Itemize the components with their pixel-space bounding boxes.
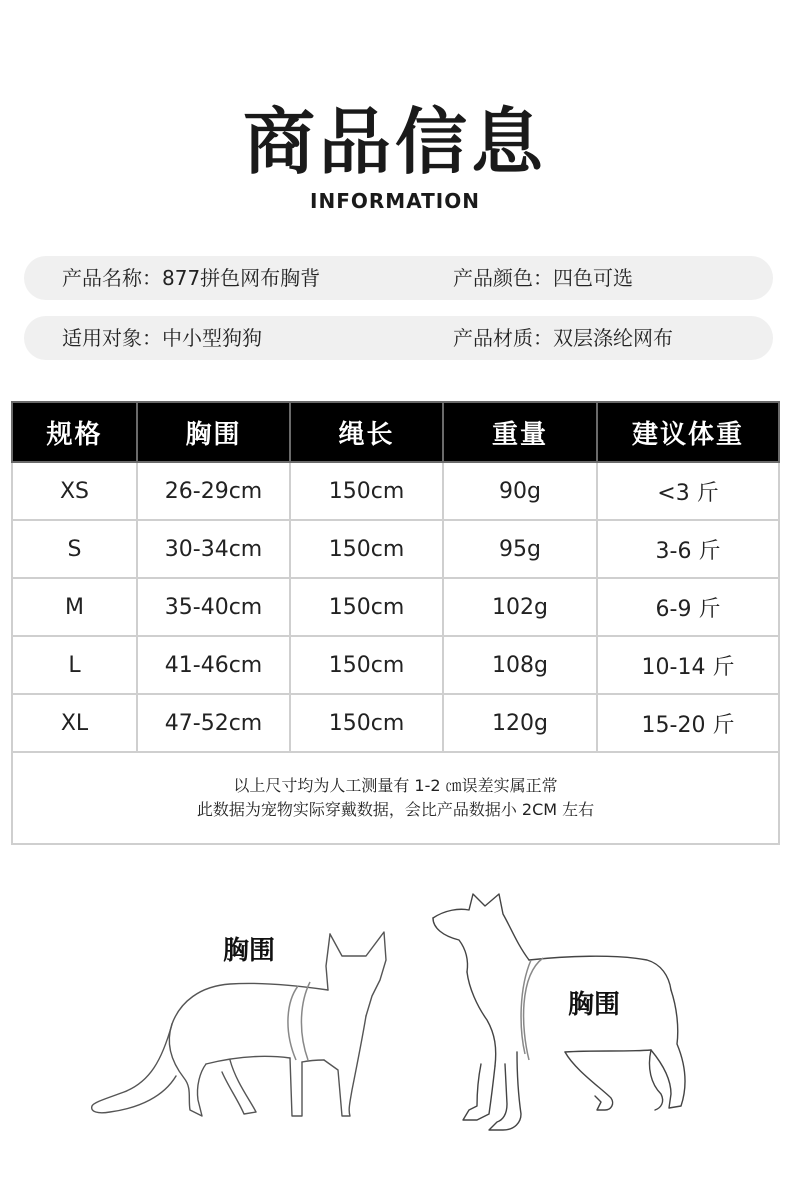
table-row xyxy=(12,520,779,578)
chest-cell: 30-34cm xyxy=(137,520,290,578)
size-cell: L xyxy=(12,636,137,694)
table-note xyxy=(12,752,779,844)
header-chest: 胸围 xyxy=(137,402,290,462)
size-cell: XS xyxy=(12,462,137,520)
length-cell: 150cm xyxy=(290,520,443,578)
table-row xyxy=(12,578,779,636)
chest-cell: 35-40cm xyxy=(137,578,290,636)
pet-weight-cell: 3-6 斤 xyxy=(597,520,779,578)
info-row-2 xyxy=(24,316,773,360)
page-subtitle: INFORMATION xyxy=(310,189,480,213)
chest-cell: 41-46cm xyxy=(137,636,290,694)
product-material: 产品材质：双层涤纶网布 xyxy=(453,326,673,350)
cat-chest-label: 胸围 xyxy=(223,936,276,966)
pet-weight-cell: 15-20 斤 xyxy=(597,694,779,752)
chest-cell: 47-52cm xyxy=(137,694,290,752)
header-weight: 重量 xyxy=(443,402,597,462)
table-header-row xyxy=(12,402,779,462)
weight-cell: 90g xyxy=(443,462,597,520)
product-name: 产品名称：877拼色网布胸背 xyxy=(62,266,321,290)
weight-cell: 102g xyxy=(443,578,597,636)
length-cell: 150cm xyxy=(290,578,443,636)
table-note-row xyxy=(12,752,779,844)
size-cell: M xyxy=(12,578,137,636)
length-cell: 150cm xyxy=(290,462,443,520)
chest-cell: 26-29cm xyxy=(137,462,290,520)
weight-cell: 108g xyxy=(443,636,597,694)
product-color: 产品颜色：四色可选 xyxy=(453,266,633,290)
pet-weight-cell: 6-9 斤 xyxy=(597,578,779,636)
weight-cell: 120g xyxy=(443,694,597,752)
product-target: 适用对象：中小型狗狗 xyxy=(62,326,262,350)
pet-weight-cell: 10-14 斤 xyxy=(597,636,779,694)
table-row xyxy=(12,694,779,752)
size-cell: S xyxy=(12,520,137,578)
table-row xyxy=(12,462,779,520)
header-pet-weight: 建议体重 xyxy=(597,402,779,462)
length-cell: 150cm xyxy=(290,636,443,694)
table-row xyxy=(12,636,779,694)
size-cell: XL xyxy=(12,694,137,752)
header-leash-length: 绳长 xyxy=(290,402,443,462)
size-table xyxy=(11,401,780,845)
header-size: 规格 xyxy=(12,402,137,462)
note-line-2: 此数据为宠物实际穿戴数据，会比产品数据小 2CM 左右 xyxy=(196,800,595,819)
weight-cell: 95g xyxy=(443,520,597,578)
page-title: 商品信息 xyxy=(242,100,547,184)
dog-chest-label: 胸围 xyxy=(568,990,621,1020)
dog-illustration xyxy=(425,888,705,1138)
length-cell: 150cm xyxy=(290,694,443,752)
info-row-1 xyxy=(24,256,773,300)
note-line-1: 以上尺寸均为人工测量有 1-2 ㎝误差实属正常 xyxy=(233,776,558,795)
pet-weight-cell: <3 斤 xyxy=(597,462,779,520)
